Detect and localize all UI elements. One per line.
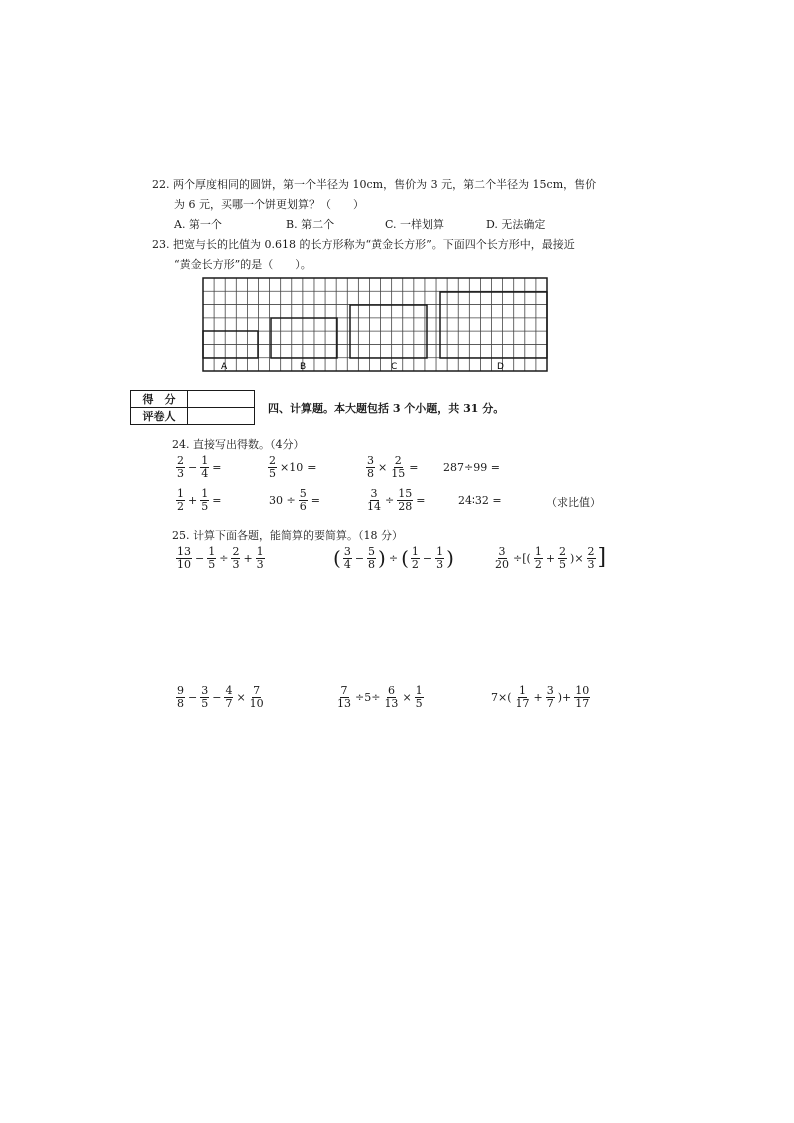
rectangle-label-d: D	[497, 362, 504, 372]
q24-item-8: 24∶32 =	[458, 494, 502, 507]
q23-line2: “黄金长方形”的是（ ）。	[174, 258, 312, 271]
q25-expression-6: 7×( $\frac{1}{17}$ + $\frac{3}{7}$ )+ $\frac{10}{17}$	[491, 684, 590, 710]
score-field[interactable]	[188, 391, 255, 408]
score-label: 得 分	[131, 391, 188, 408]
q24-ratio-note: （求比值）	[546, 496, 601, 509]
q23-line1: 23. 把宽与长的比值为 0.618 的长方形称为“黄金长方形”。下面四个长方形中，最接近	[152, 238, 575, 251]
q22-line2: 为 6 元，买哪一个饼更划算？（ ）	[174, 198, 364, 211]
q24-item-6: 30 ÷ $\frac{5}{6}$ =	[269, 487, 320, 513]
rectangle-label-c: C	[391, 362, 398, 372]
section-4-heading: 四、计算题。本大题包括 3 个小题，共 31 分。	[268, 402, 505, 415]
q25-title: 25. 计算下面各题，能简算的要简算。（18 分）	[172, 529, 403, 542]
rectangle-label-b: B	[300, 362, 307, 372]
q25-expression-3: $\frac{3}{20}$ ÷[( $\frac{1}{2}$ + $\frac{2}{5}$ )× $\frac{2}{3}$ ]	[495, 545, 607, 571]
q24-item-3: $\frac{3}{8}$ × $\frac{2}{15}$ =	[367, 454, 419, 480]
rectangle-d[interactable]	[440, 292, 547, 358]
q24-item-2: $\frac{2}{5}$ ×10 =	[269, 454, 317, 480]
q24-item-7: $\frac{3}{14}$ ÷ $\frac{15}{28}$ =	[367, 487, 426, 513]
q24-title: 24. 直接写出得数。（4分）	[172, 438, 305, 451]
rectangle-label-a: A	[221, 362, 228, 372]
q24-item-1: $\frac{2}{3}$ − $\frac{1}{4}$ =	[177, 454, 222, 480]
q22-option-b[interactable]: B. 第二个	[286, 218, 335, 231]
grader-label: 评卷人	[131, 408, 188, 425]
q22-line1: 22. 两个厚度相同的圆饼，第一个半径为 10cm，售价为 3 元，第二个半径为 15cm，售价	[152, 178, 597, 191]
grader-field[interactable]	[188, 408, 255, 425]
q24-item-5: $\frac{1}{2}$ + $\frac{1}{5}$ =	[177, 487, 222, 513]
q22-option-c[interactable]: C. 一样划算	[385, 218, 445, 231]
q22-option-a[interactable]: A. 第一个	[174, 218, 222, 231]
q25-expression-5: $\frac{7}{13}$ ÷5÷ $\frac{6}{13}$ × $\frac{1}{5}$	[337, 684, 423, 710]
q24-item-4: 287÷99 =	[443, 461, 500, 474]
q22-option-d[interactable]: D. 无法确定	[486, 218, 546, 231]
q25-expression-2: ( $\frac{3}{4}$ − $\frac{5}{8}$ ) ÷ ( $\frac{1}{2}$ − $\frac{1}{3}$ )	[333, 545, 454, 571]
q25-expression-4: $\frac{9}{8}$ − $\frac{3}{5}$ − $\frac{4}{7}$ × $\frac{7}{10}$	[177, 684, 264, 710]
score-box	[130, 390, 255, 425]
q25-expression-1: $\frac{13}{10}$ − $\frac{1}{5}$ ÷ $\frac{2}{3}$ + $\frac{1}{3}$	[177, 545, 264, 571]
